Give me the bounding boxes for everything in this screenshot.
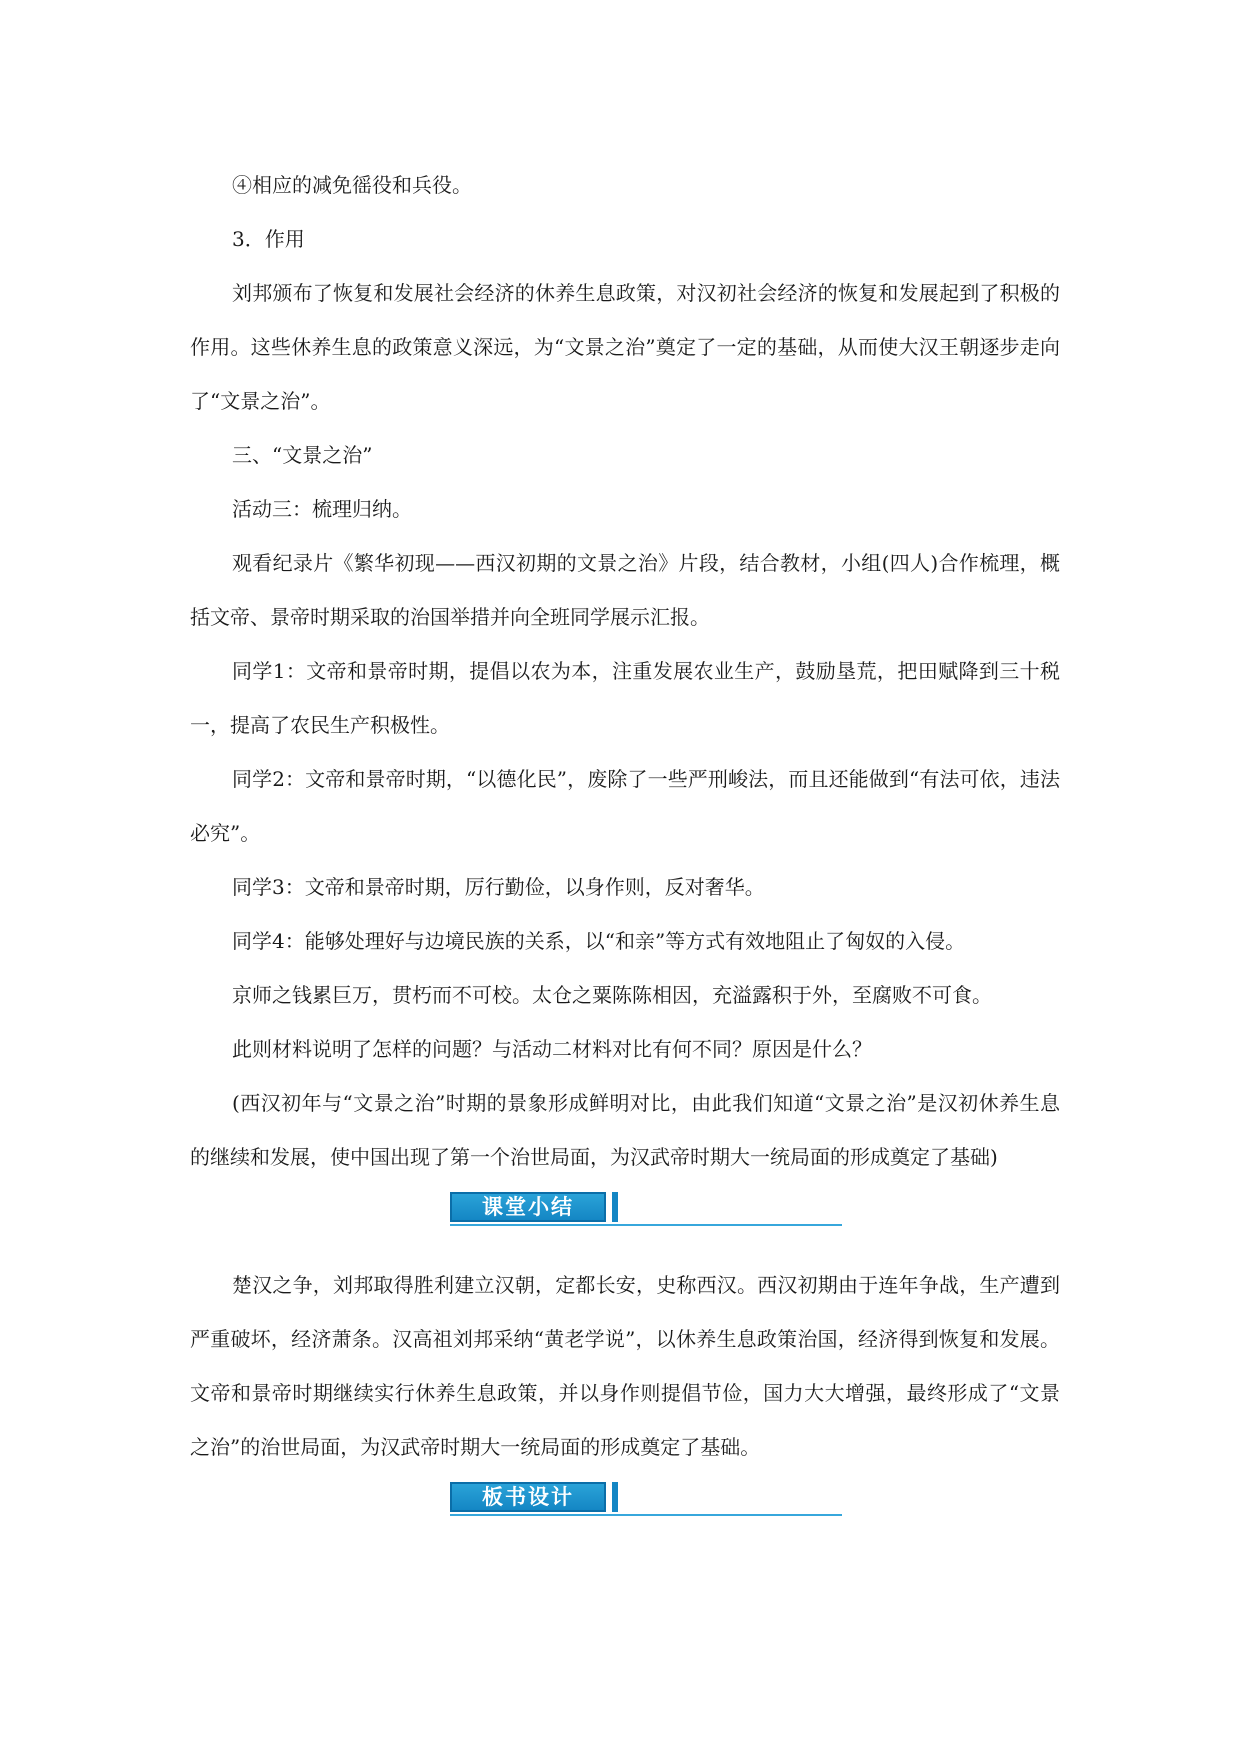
- summary-banner: [450, 1192, 842, 1228]
- summary-banner-label: 课堂小结: [450, 1192, 606, 1222]
- paragraph-section-3-function: 3．作用: [232, 227, 305, 251]
- paragraph-function-text: 刘邦颁布了恢复和发展社会经济的休养生息政策，对汉初社会经济的恢复和发展起到了积极的作用。这些休养生息的政策意义深远，为“文景之治”奠定了一定的基础，从而使大汉王朝逐步走向了“文景之治”。: [190, 281, 1060, 413]
- paragraph-answer: (西汉初年与“文景之治”时期的景象形成鲜明对比，由此我们知道“文景之治”是汉初休养生息的继续和发展，使中国出现了第一个治世局面，为汉武帝时期大一统局面的形成奠定了基础): [190, 1091, 1060, 1169]
- paragraph-item-4: ④相应的减免徭役和兵役。: [232, 173, 472, 197]
- activity-heading: 活动三：梳理归纳。: [232, 497, 412, 521]
- paragraph-student-3: 同学3：文帝和景帝时期，厉行勤俭，以身作则，反对奢华。: [232, 875, 765, 899]
- paragraph-question: 此则材料说明了怎样的问题？与活动二材料对比有何不同？原因是什么？: [232, 1037, 872, 1061]
- summary-paragraph: 楚汉之争，刘邦取得胜利建立汉朝，定都长安，史称西汉。西汉初期由于连年争战，生产遭到严重破坏，经济萧条。汉高祖刘邦采纳“黄老学说”，以休养生息政策治国，经济得到恢复和发展。文帝和景帝时期继续实行休养生息政策，并以身作则提倡节俭，国力大大增强，最终形成了“文景之治”的治世局面，为汉武帝时期大一统局面的形成奠定了基础。: [190, 1273, 1060, 1459]
- banner-underline: [450, 1514, 842, 1516]
- document-body: [190, 158, 1060, 1548]
- paragraph-student-1: 同学1：文帝和景帝时期，提倡以农为本，注重发展农业生产，鼓励垦荒，把田赋降到三十税一，提高了农民生产积极性。: [190, 659, 1060, 737]
- paragraph-student-2: 同学2：文帝和景帝时期，“以德化民”，废除了一些严刑峻法，而且还能做到“有法可依，违法必究”。: [190, 767, 1060, 845]
- banner-bar-decoration: [612, 1192, 618, 1222]
- board-banner-section: [190, 1474, 1060, 1548]
- paragraph-documentary: 观看纪录片《繁华初现——西汉初期的文景之治》片段，结合教材，小组(四人)合作梳理，概括文帝、景帝时期采取的治国举措并向全班同学展示汇报。: [190, 551, 1060, 629]
- banner-bar-decoration: [612, 1482, 618, 1512]
- banner-underline: [450, 1224, 842, 1226]
- section-heading-wenjing: 三、“文景之治”: [232, 443, 373, 467]
- paragraph-student-4: 同学4：能够处理好与边境民族的关系，以“和亲”等方式有效地阻止了匈奴的入侵。: [232, 929, 966, 953]
- board-banner: [450, 1482, 842, 1518]
- board-banner-label: 板书设计: [450, 1482, 606, 1512]
- summary-banner-section: [190, 1184, 1060, 1258]
- paragraph-quote: 京师之钱累巨万，贯朽而不可校。太仓之粟陈陈相因，充溢露积于外，至腐败不可食。: [232, 983, 992, 1007]
